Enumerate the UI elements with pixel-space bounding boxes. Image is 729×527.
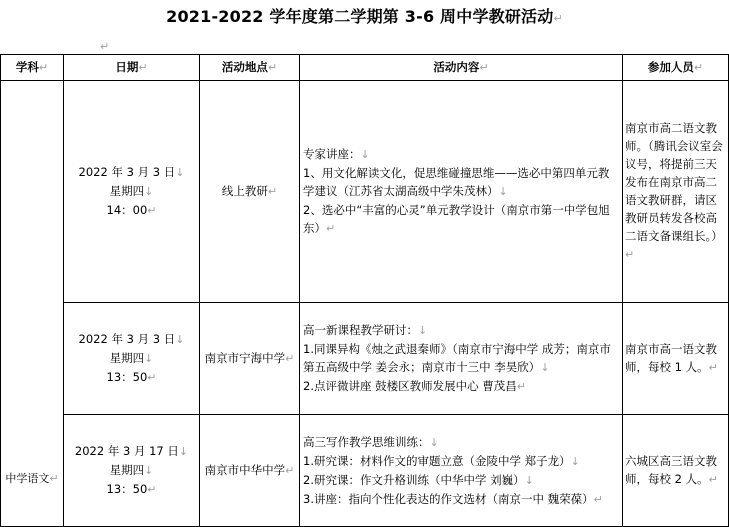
table-row [1,415,729,527]
subject-cell: 中学语文↵ [1,81,64,527]
header-content: 活动内容↵ [300,55,623,81]
date-cell: 2022 年 3 月 3 日↓ 星期四↓ 14：00↵ [64,81,200,303]
place-cell: 南京市中华中学↵ [200,415,300,527]
header-subject: 学科↵ [1,55,64,81]
header-place: 活动地点↵ [200,55,300,81]
date-cell: 2022 年 3 月 3 日↓ 星期四↓ 13：50↵ [64,303,200,415]
content-cell: 高三写作教学思维训练：↓ 1.研究课：材料作文的审题立意（金陵中学 郑子龙）↓ 2.研究课：作文升格训练（中华中学 刘巍）↓ 3.讲座：指向个性化表达的作文选材（南京一中 魏荣葆）↵ [300,415,623,527]
table-row [1,303,729,415]
participants-cell: 南京市高一语文教师，每校 1 人。↵ [623,303,729,415]
document-title: 2021-2022 学年度第二学期第 3-6 周中学教研活动↵ [166,7,563,26]
content-cell: 专家讲座：↓ 1、用文化解读文化，促思维碰撞思维——选必中第四单元教学建议（江苏省太湖高级中学朱茂林）↓ 2、选必中“丰富的心灵”单元教学设计（南京市第一中学包旭东）↵ [300,81,623,303]
schedule-table [0,54,729,527]
table-row [1,81,729,303]
empty-paragraph-mark-icon: ↵ [100,40,110,53]
header-participants: 参加人员↵ [623,55,729,81]
date-cell: 2022 年 3 月 17 日↓ 星期四↓ 13：50↵ [64,415,200,527]
content-cell: 高一新课程教学研讨：↓ 1.同课异构《烛之武退秦师》（南京市宁海中学 成芳；南京市第五高级中学 姜会永；南京市十三中 李昊欣）↓ 2.点评微讲座 鼓楼区教师发展中心 曹茂昌↵ [300,303,623,415]
place-cell: 南京市宁海中学↵ [200,303,300,415]
participants-cell: 南京市高二语文教师。（腾讯会议室会议号，将提前三天发布在南京市高二语文教研群，请区教研员转发各校高二语文备课组长。）↵ [623,81,729,303]
place-cell: 线上教研↵ [200,81,300,303]
table-header-row [1,55,729,81]
participants-cell: 六城区高三语文教师，每校 2 人。↵ [623,415,729,527]
paragraph-mark-icon: ↵ [553,12,563,25]
header-date: 日期↵ [64,55,200,81]
